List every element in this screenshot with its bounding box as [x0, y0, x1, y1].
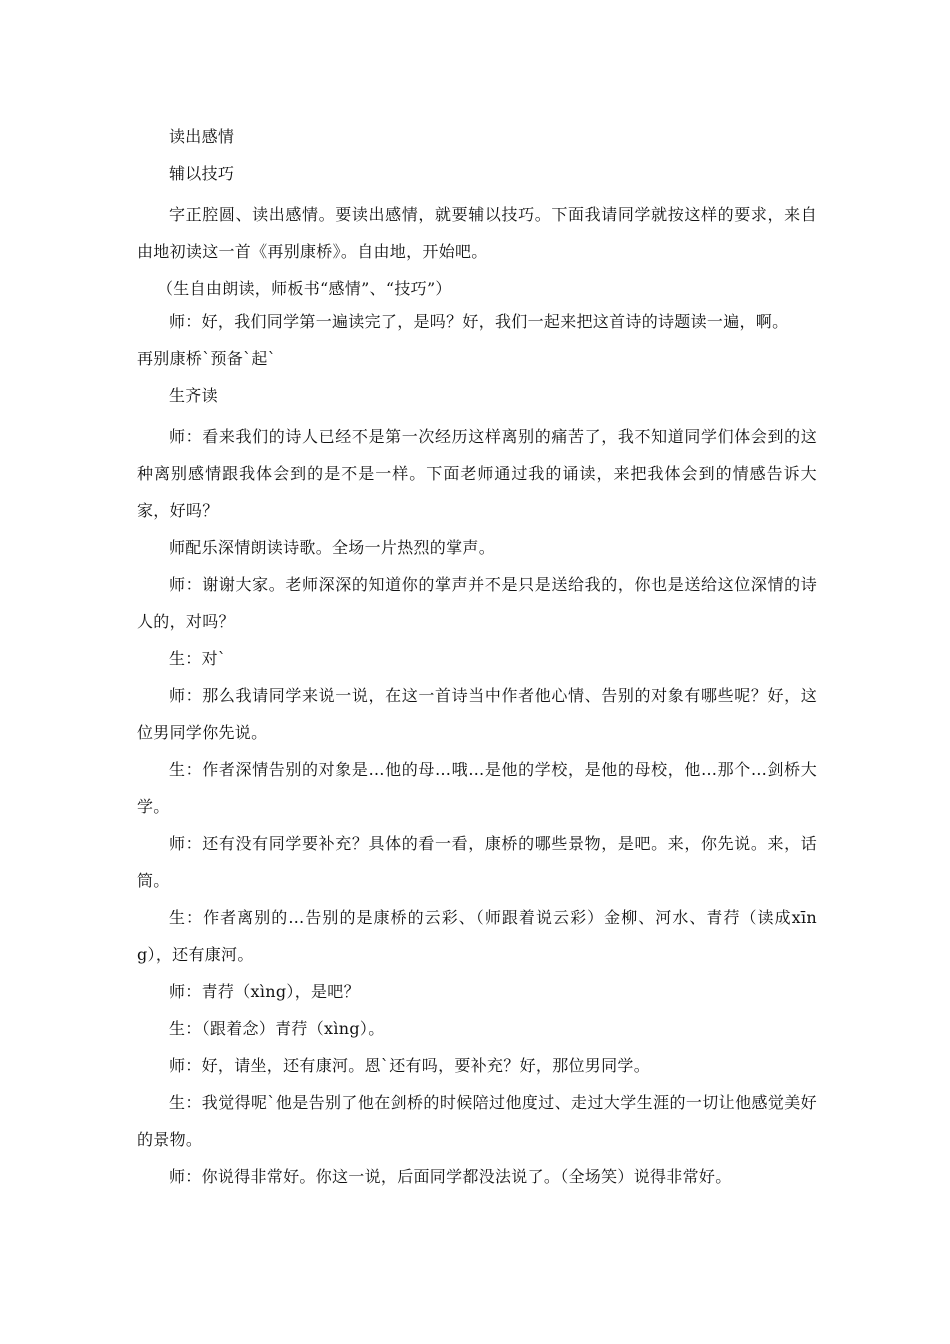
paragraph: 生齐读	[169, 386, 218, 405]
paragraph: 再别康桥`预备`起`	[137, 349, 277, 368]
paragraph: 师：你说得非常好。你这一说，后面同学都没法说了。（全场笑）说得非常好。	[169, 1167, 732, 1186]
paragraph: 师：还有没有同学要补充？具体的看一看，康桥的哪些景物，是吧。来，你先说。来，话筒。	[137, 834, 817, 890]
paragraph: 生：对`	[169, 649, 227, 668]
paragraph: 师：谢谢大家。老师深深的知道你的掌声并不是只是送给我的，你也是送给这位深情的诗人的，对吗？	[137, 575, 817, 631]
paragraph: 生：（跟着念）青荇（xìng）。	[169, 1019, 385, 1038]
paragraph: 生：作者深情告别的对象是…他的母…哦…是他的学校，是他的母校，他…那个…剑桥大学。	[137, 760, 817, 816]
paragraph: 生：作者离别的…告别的是康桥的云彩、（师跟着说云彩）金柳、河水、青荇（读成xīng），还有康河。	[137, 908, 817, 964]
document-body	[137, 122, 817, 1195]
paragraph: 师：青荇（xìng），是吧？	[169, 982, 360, 1001]
paragraph: 师：那么我请同学来说一说，在这一首诗当中作者他心情、告别的对象有哪些呢？好，这位男同学你先说。	[137, 686, 817, 742]
paragraph: 师：好，我们同学第一遍读完了，是吗？好，我们一起来把这首诗的诗题读一遍，啊。	[169, 312, 789, 331]
paragraph: 师：好，请坐，还有康河。恩`还有吗，要补充？好，那位男同学。	[169, 1056, 651, 1075]
paragraph-heading-2: 辅以技巧	[169, 164, 235, 183]
paragraph: 字正腔圆、读出感情。要读出感情，就要辅以技巧。下面我请同学就按这样的要求，来自由地初读这一首《再别康桥》。自由地，开始吧。	[137, 205, 817, 261]
paragraph-stage-direction: （生自由朗读，师板书“感情”、“技巧”）	[157, 279, 452, 298]
paragraph: 师：看来我们的诗人已经不是第一次经历这样离别的痛苦了，我不知道同学们体会到的这种离别感情跟我体会到的是不是一样。下面老师通过我的诵读，来把我体会到的情感告诉大家，好吗？	[137, 427, 817, 520]
paragraph: 师配乐深情朗读诗歌。全场一片热烈的掌声。	[169, 538, 496, 557]
paragraph: 生：我觉得呢`他是告别了他在剑桥的时候陪过他度过、走过大学生涯的一切让他感觉美好的景物。	[137, 1093, 817, 1149]
paragraph-heading-1: 读出感情	[169, 127, 235, 146]
